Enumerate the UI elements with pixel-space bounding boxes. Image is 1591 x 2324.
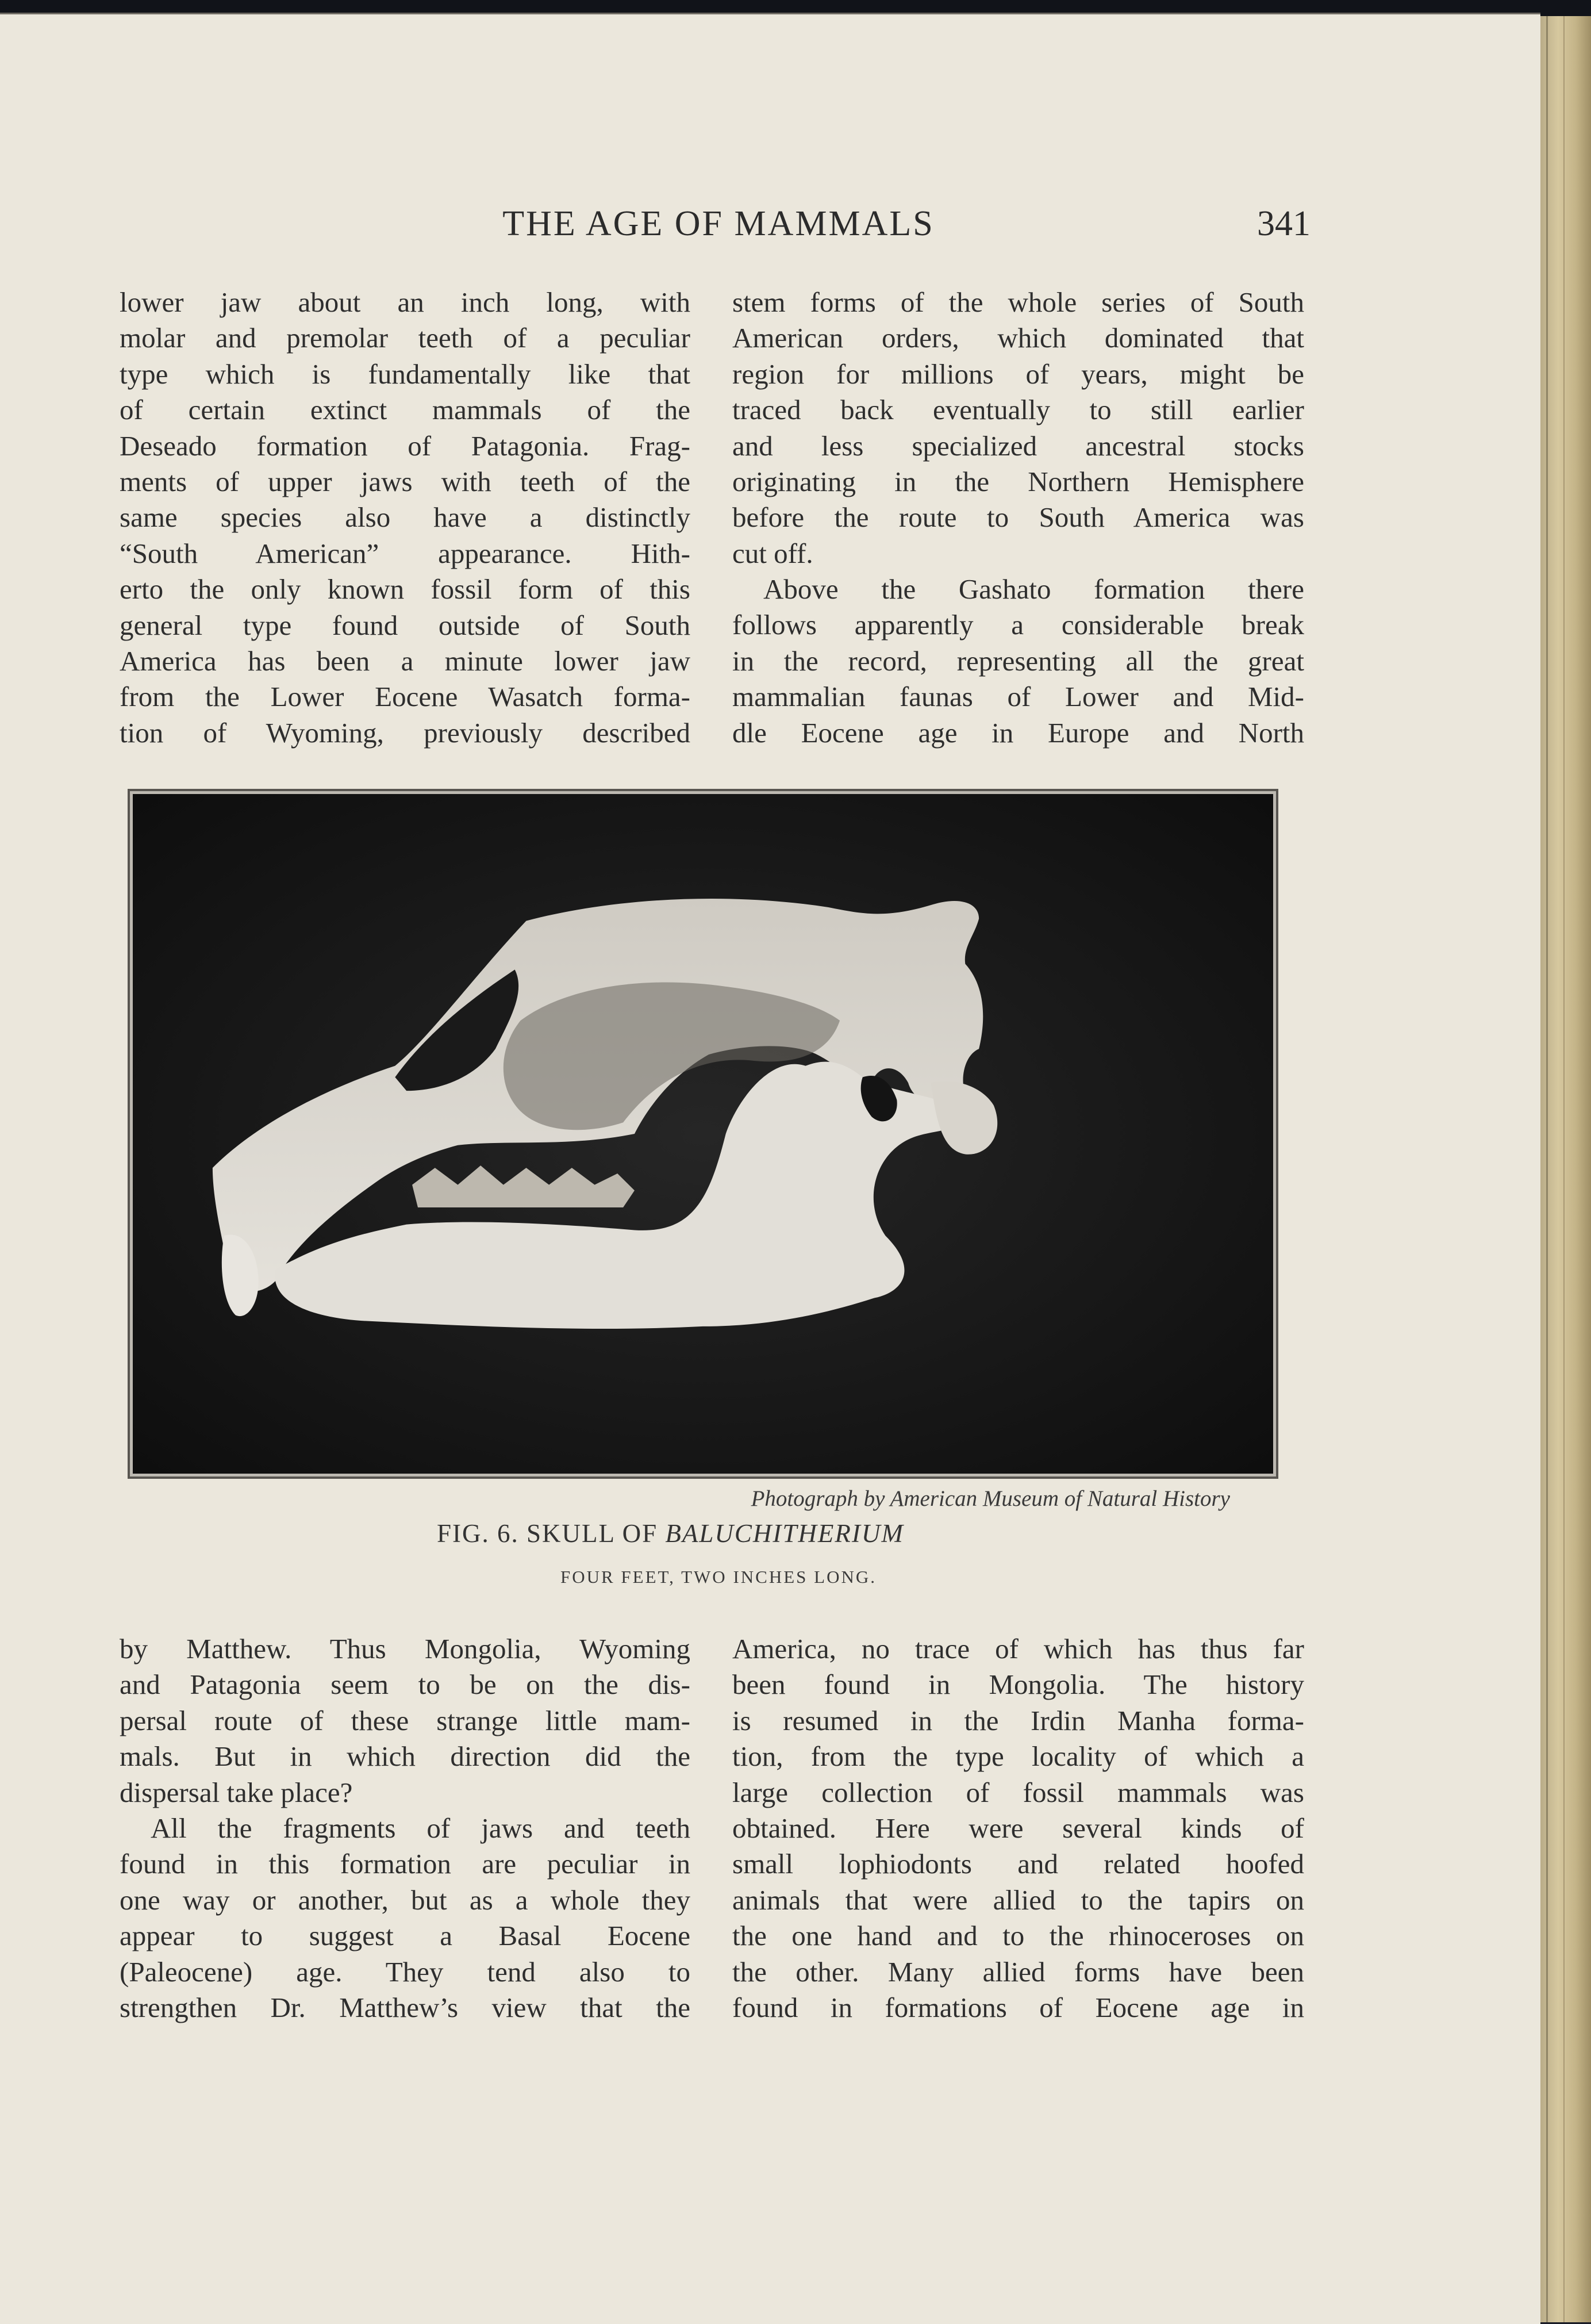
lower-right-column	[732, 1631, 1304, 2026]
text-line: and less specialized ancestral stocks	[732, 429, 1304, 462]
figure-caption-genus: BALUCHITHERIUM	[665, 1519, 904, 1548]
text-line: dispersal take place?	[120, 1776, 353, 1808]
text-line: obtained. Here were several kinds of	[732, 1812, 1304, 1844]
text-line: lower jaw about an inch long, with	[120, 286, 690, 318]
skull-photograph	[133, 794, 1273, 1474]
figure-photograph	[128, 789, 1278, 1479]
page-edge	[1540, 16, 1591, 2322]
text-line: mammalian faunas of Lower and Mid-	[732, 681, 1304, 713]
figure-caption-prefix: FIG. 6. SKULL OF	[437, 1519, 658, 1548]
text-line: the one hand and to the rhinoceroses on	[732, 1920, 1304, 1952]
text-line: region for millions of years, might be	[732, 358, 1304, 390]
text-line: stem forms of the whole series of South	[732, 286, 1304, 318]
text-line: is resumed in the Irdin Manha forma-	[732, 1704, 1304, 1736]
text-line: All the fragments of jaws and teeth	[151, 1812, 690, 1844]
figure-caption	[437, 1518, 989, 1553]
text-line: in the record, representing all the great	[732, 645, 1304, 677]
text-line: originating in the Northern Hemisphere	[732, 465, 1304, 497]
photo-credit: Photograph by American Museum of Natural History	[751, 1486, 1230, 1511]
text-line: same species also have a distinctly	[120, 501, 690, 534]
text-line: by Matthew. Thus Mongolia, Wyoming	[120, 1633, 690, 1665]
text-line: erto the only known fossil form of this	[120, 573, 690, 605]
text-line: (Paleocene) age. They tend also to	[120, 1955, 690, 1988]
text-line: before the route to South America was	[732, 501, 1304, 534]
text-line: of certain extinct mammals of the	[120, 394, 690, 426]
text-line: found in this formation are peculiar in	[120, 1848, 690, 1880]
text-line: ments of upper jaws with teeth of the	[120, 465, 690, 497]
text-line: “South American” appearance. Hith-	[120, 537, 690, 569]
text-line: tion of Wyoming, previously described	[120, 716, 690, 749]
text-line: type which is fundamentally like that	[120, 358, 690, 390]
text-line: traced back eventually to still earlier	[732, 394, 1304, 426]
text-line: general type found outside of South	[120, 609, 690, 641]
text-line: animals that were allied to the tapirs on	[732, 1884, 1304, 1916]
text-line: found in formations of Eocene age in	[732, 1991, 1304, 2023]
text-line: Above the Gashato formation there	[763, 573, 1304, 605]
text-line: mals. But in which direction did the	[120, 1740, 690, 1773]
text-line: and Patagonia seem to be on the dis-	[120, 1669, 690, 1701]
text-line: dle Eocene age in Europe and North	[732, 716, 1304, 749]
text-line: persal route of these strange little mam-	[120, 1704, 690, 1736]
text-line: cut off.	[732, 537, 813, 569]
text-line: appear to suggest a Basal Eocene	[120, 1920, 690, 1952]
figure-subcaption: FOUR FEET, TWO INCHES LONG.	[560, 1567, 877, 1587]
page-number: 341	[1257, 204, 1311, 243]
upper-right-column-paragraph-1	[732, 285, 1304, 572]
text-line: from the Lower Eocene Wasatch forma-	[120, 681, 690, 713]
text-line: been found in Mongolia. The history	[732, 1669, 1304, 1701]
text-line: molar and premolar teeth of a peculiar	[120, 322, 690, 354]
text-line: follows apparently a considerable break	[732, 609, 1304, 641]
text-line: the other. Many allied forms have been	[732, 1955, 1304, 1988]
upper-right-column-paragraph-2	[732, 572, 1304, 751]
lower-left-column-paragraph-1	[120, 1631, 690, 1811]
text-line: Deseado formation of Patagonia. Frag-	[120, 429, 690, 462]
running-head: THE AGE OF MAMMALS	[502, 204, 935, 243]
upper-left-column	[120, 285, 690, 751]
text-line: small lophiodonts and related hoofed	[732, 1848, 1304, 1880]
lower-left-column-paragraph-2	[120, 1811, 690, 2026]
text-line: large collection of fossil mammals was	[732, 1776, 1304, 1808]
text-line: America, no trace of which has thus far	[732, 1633, 1304, 1665]
page-edge-line	[1546, 16, 1548, 2322]
page-edge-line	[1563, 16, 1565, 2322]
text-line: tion, from the type locality of which a	[732, 1740, 1304, 1773]
text-line: American orders, which dominated that	[732, 322, 1304, 354]
text-line: America has been a minute lower jaw	[120, 645, 690, 677]
text-line: strengthen Dr. Matthew’s view that the	[120, 1991, 690, 2023]
text-line: one way or another, but as a whole they	[120, 1884, 690, 1916]
